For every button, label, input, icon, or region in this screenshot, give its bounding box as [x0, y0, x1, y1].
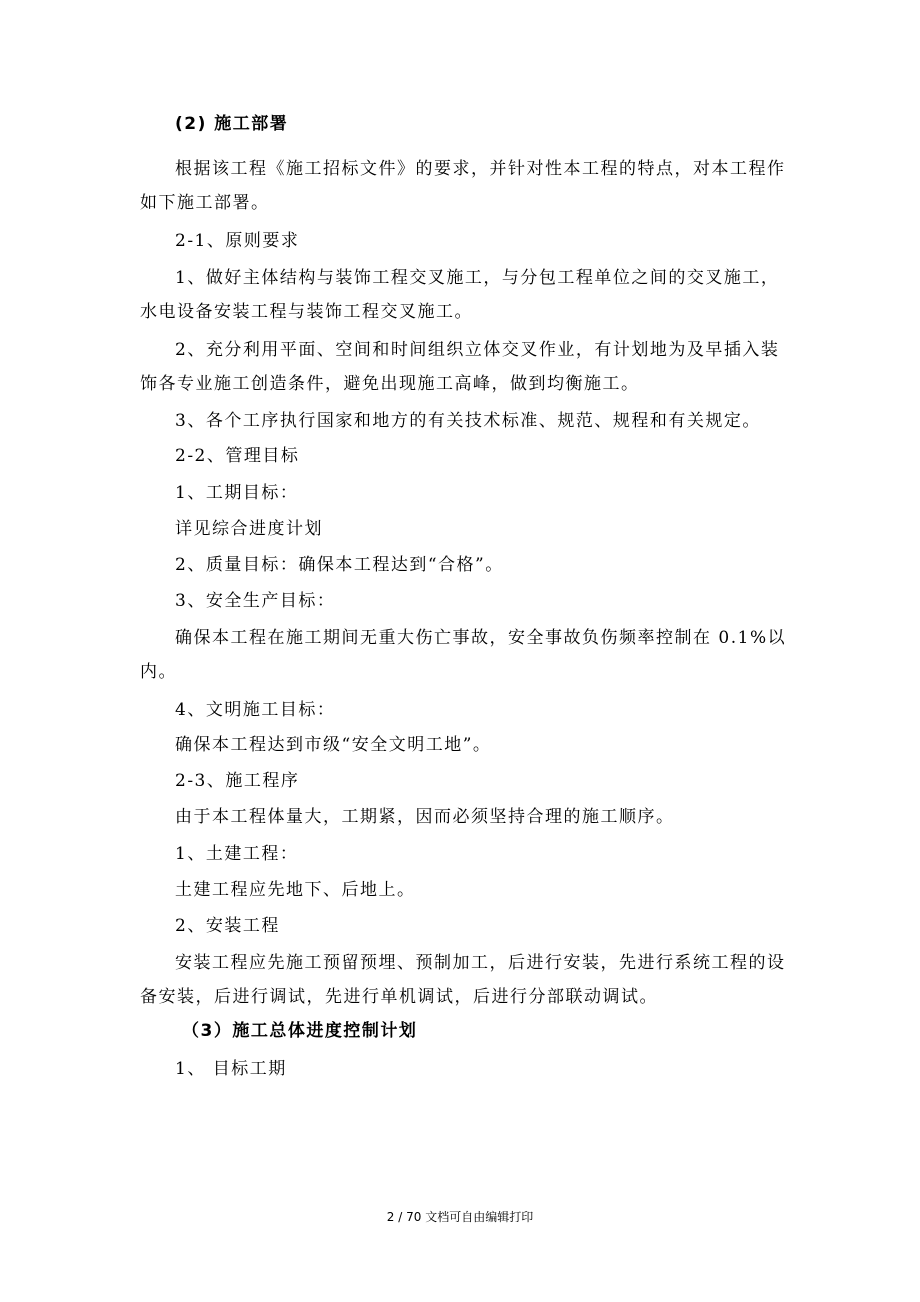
installation-line-1: 安装工程应先施工预留预埋、预制加工，后进行安装，先进行系统工程的设: [175, 953, 786, 973]
principle-3: 3、各个工序执行国家和地方的有关技术标准、规范、规程和有关规定。: [175, 411, 761, 431]
goal-3-title: 3、安全生产目标：: [175, 591, 336, 611]
subsection-title-principles: 2-1、原则要求: [175, 231, 300, 251]
goal-4-title: 4、文明施工目标：: [175, 700, 336, 720]
section-heading-construction-deployment: (2) 施工部署: [175, 114, 289, 134]
civil-works-title: 1、土建工程：: [175, 844, 299, 864]
subsection-title-management-goals: 2-2、管理目标: [175, 446, 300, 466]
goal-1-title: 1、工期目标：: [175, 483, 299, 503]
goal-3-line-1: 确保本工程在施工期间无重大伤亡事故，安全事故负伤频率控制在 0.1%以: [175, 628, 787, 648]
page-footer: 2 / 70 文档可自由编辑打印: [386, 1210, 534, 1224]
principle-2-line-2: 饰各专业施工创造条件，避免出现施工高峰，做到均衡施工。: [140, 374, 640, 394]
subsection-title-procedure: 2-3、施工程序: [175, 771, 300, 791]
schedule-item-1: 1、 目标工期: [175, 1059, 287, 1079]
intro-line-2: 如下施工部署。: [140, 193, 270, 213]
goal-1-text: 详见综合进度计划: [175, 519, 323, 539]
intro-line-1: 根据该工程《施工招标文件》的要求，并针对性本工程的特点，对本工程作: [175, 159, 786, 179]
goal-3-line-2: 内。: [140, 662, 177, 682]
goal-2: 2、质量目标：确保本工程达到“合格”。: [175, 555, 504, 575]
installation-works-title: 2、安装工程: [175, 916, 280, 936]
goal-4-text: 确保本工程达到市级“安全文明工地”。: [175, 735, 492, 755]
section-heading-schedule-control: （3）施工总体进度控制计划: [182, 1021, 418, 1041]
civil-works-text: 土建工程应先地下、后地上。: [175, 880, 416, 900]
principle-2-line-1: 2、充分利用平面、空间和时间组织立体交叉作业，有计划地为及早插入装: [175, 340, 780, 360]
principle-1-line-1: 1、做好主体结构与装饰工程交叉施工，与分包工程单位之间的交叉施工，: [175, 268, 780, 288]
installation-line-2: 备安装，后进行调试，先进行单机调试，后进行分部联动调试。: [140, 987, 658, 1007]
procedure-intro: 由于本工程体量大，工期紧，因而必须坚持合理的施工顺序。: [175, 807, 675, 827]
principle-1-line-2: 水电设备安装工程与装饰工程交叉施工。: [140, 302, 473, 322]
